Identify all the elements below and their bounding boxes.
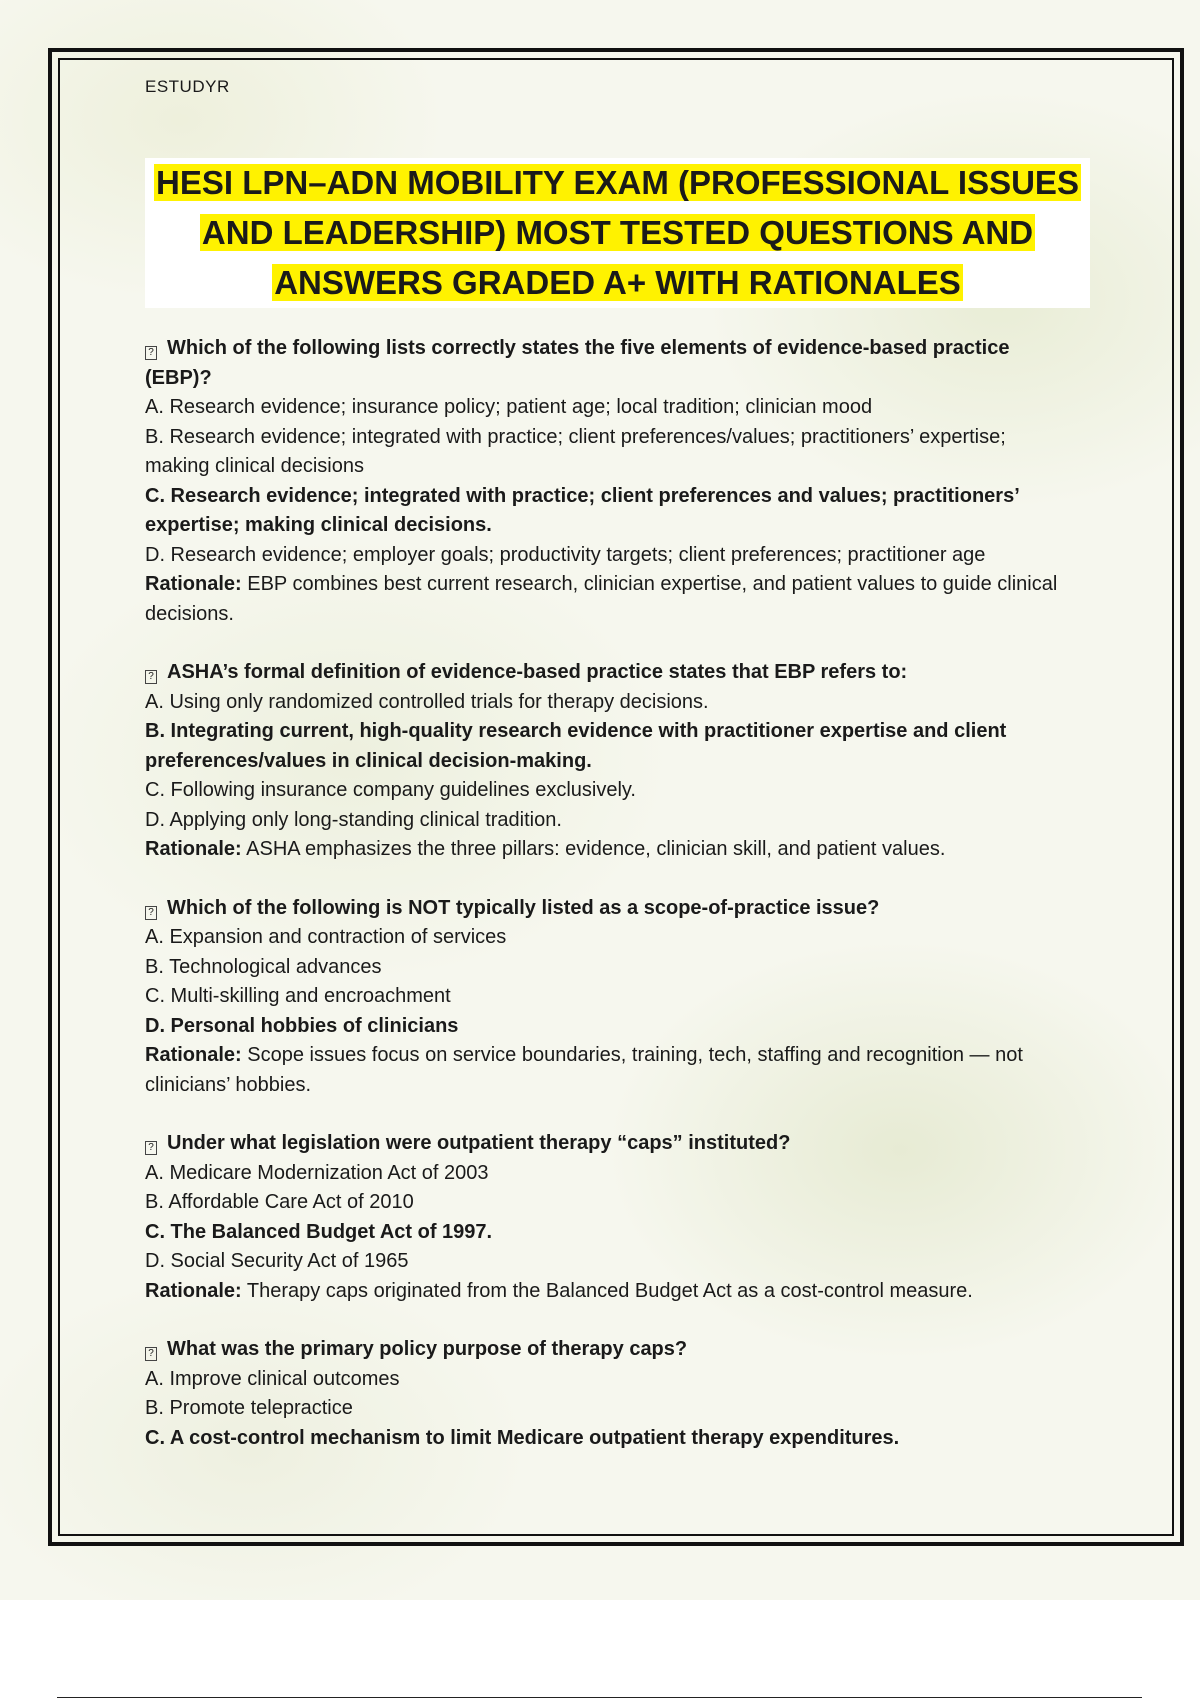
- question-block: [145, 334, 1075, 629]
- answer-option: D. Applying only long-standing clinical tradition.: [145, 808, 562, 831]
- rationale-label: Rationale:: [145, 1044, 242, 1066]
- question-text: Which of the following lists correctly states the five elements of evidence-based practice (EBP)?: [145, 337, 1010, 389]
- question-block: [145, 1335, 1075, 1453]
- answer-option: B. Affordable Care Act of 2010: [145, 1191, 414, 1213]
- question-stem: [145, 894, 1075, 924]
- rationale: [145, 570, 1075, 629]
- rationale-text: Scope issues focus on service boundaries, training, tech, staffing and recognition — not clinicians’ hobbies.: [145, 1044, 1023, 1096]
- question-marker-icon: ?: [145, 670, 157, 684]
- question-stem: [145, 1335, 1075, 1365]
- question-text: Which of the following is NOT typically listed as a scope-of-practice issue?: [167, 896, 880, 919]
- answer-option-correct: D. Personal hobbies of clinicians: [145, 1014, 459, 1037]
- answer-option-correct: C. Research evidence; integrated with practice; client preferences and values; practitioners’ expertise; making clinical decisions.: [145, 484, 1019, 536]
- rationale-text: ASHA emphasizes the three pillars: evidence, clinician skill, and patient values.: [241, 838, 946, 860]
- answer-option: C. Multi-skilling and encroachment: [145, 985, 451, 1007]
- question-text: What was the primary policy purpose of therapy caps?: [167, 1338, 688, 1360]
- rationale: [145, 1041, 1075, 1100]
- document-title: [145, 158, 1090, 308]
- question-stem: [145, 658, 1075, 688]
- rationale-label: Rationale:: [145, 1279, 242, 1302]
- brand-label: ESTUDYR: [145, 77, 230, 96]
- answer-option: D. Research evidence; employer goals; productivity targets; client preferences; practitioner age: [145, 543, 986, 566]
- answer-option: A. Improve clinical outcomes: [145, 1367, 400, 1390]
- rationale-text: Therapy caps originated from the Balanced Budget Act as a cost-control measure.: [241, 1279, 973, 1302]
- question-stem: [145, 334, 1075, 393]
- question-block: [145, 894, 1075, 1101]
- question-marker-icon: ?: [145, 1141, 157, 1155]
- question-stem: [145, 1129, 1075, 1159]
- title-line: AND LEADERSHIP) MOST TESTED QUESTIONS AND: [201, 214, 1034, 251]
- answer-option-correct: C. The Balanced Budget Act of 1997.: [145, 1220, 493, 1243]
- answer-option: B. Research evidence; integrated with practice; client preferences/values; practitioners’ expertise; making clinical decisions: [145, 425, 1006, 477]
- question-text: ASHA’s formal definition of evidence-based practice states that EBP refers to:: [167, 661, 908, 683]
- rationale-text: EBP combines best current research, clinician expertise, and patient values to guide clinical decisions.: [145, 573, 1058, 625]
- rationale-label: Rationale:: [145, 573, 242, 595]
- answer-option: B. Technological advances: [145, 955, 382, 978]
- question-marker-icon: ?: [145, 1347, 157, 1361]
- footer-divider: [57, 1697, 1142, 1698]
- answer-option: B. Promote telepractice: [145, 1397, 353, 1419]
- question-list: [145, 334, 1075, 1453]
- answer-option: A. Research evidence; insurance policy; patient age; local tradition; clinician mood: [145, 396, 873, 418]
- title-line: ANSWERS GRADED A+ WITH RATIONALES: [274, 264, 961, 301]
- question-block: [145, 658, 1075, 865]
- question-marker-icon: ?: [145, 906, 157, 920]
- answer-option: A. Medicare Modernization Act of 2003: [145, 1161, 489, 1184]
- answer-option: D. Social Security Act of 1965: [145, 1250, 409, 1272]
- question-text: Under what legislation were outpatient therapy “caps” instituted?: [167, 1132, 791, 1154]
- answer-option: A. Expansion and contraction of services: [145, 926, 507, 948]
- question-block: [145, 1129, 1075, 1306]
- answer-option: C. Following insurance company guidelines exclusively.: [145, 779, 636, 801]
- answer-option: A. Using only randomized controlled trials for therapy decisions.: [145, 690, 709, 713]
- answer-option-correct: B. Integrating current, high-quality research evidence with practitioner expertise and client preferences/values in clinical decision-making.: [145, 720, 1007, 772]
- rationale: [145, 1277, 1075, 1307]
- answer-option-correct: C. A cost-control mechanism to limit Medicare outpatient therapy expenditures.: [145, 1426, 900, 1449]
- question-marker-icon: ?: [145, 346, 157, 360]
- document-content: [145, 72, 1079, 1482]
- rationale-label: Rationale:: [145, 838, 242, 860]
- rationale: [145, 835, 1075, 865]
- title-line: HESI LPN–ADN MOBILITY EXAM (PROFESSIONAL ISSUES: [156, 164, 1079, 201]
